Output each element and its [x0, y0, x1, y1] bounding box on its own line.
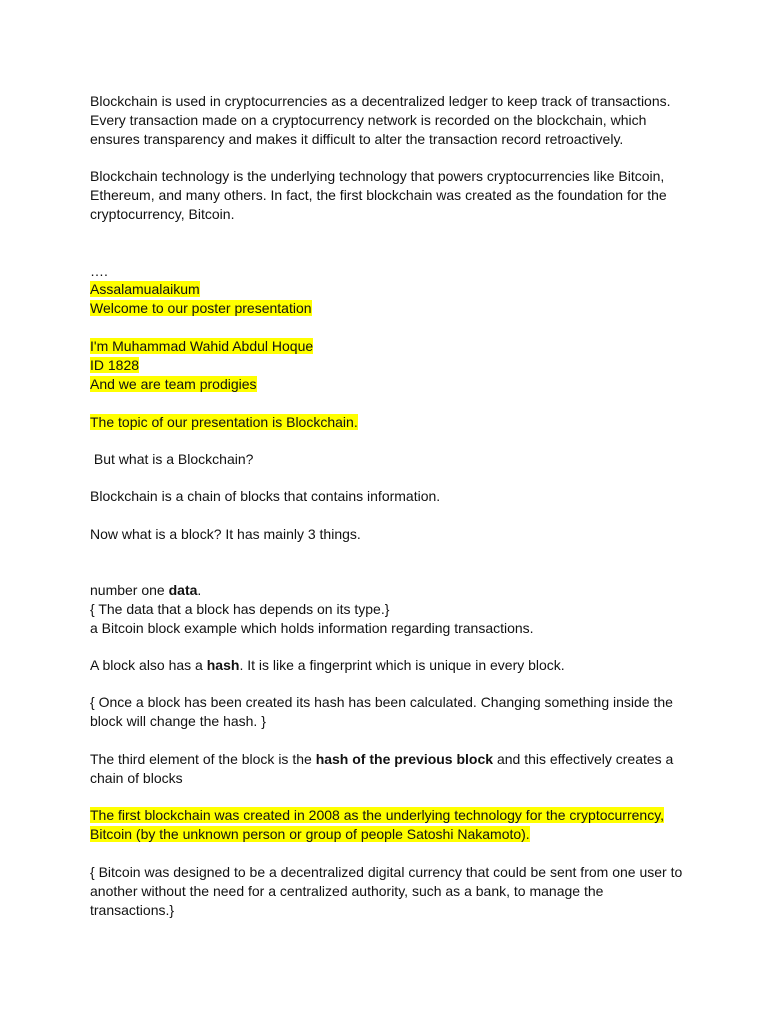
data-note: { The data that a block has depends on its type.}	[90, 601, 390, 617]
hash-line	[90, 656, 565, 675]
data-post: .	[197, 582, 202, 598]
welcome-text: Welcome to our poster presentation	[90, 300, 312, 316]
block-question: Now what is a block? It has mainly 3 things.	[90, 526, 361, 542]
hash-pre: A block also has a	[90, 657, 207, 673]
para2-line1: Blockchain technology is the underlying technology that powers cryptocurrencies like Bitcoin,	[90, 168, 665, 184]
data-line	[90, 581, 201, 600]
para1-line3: ensures transparency and makes it difficult to alter the transaction record retroactively.	[90, 131, 624, 147]
first-blockchain-line1	[90, 806, 664, 825]
intro-team-text: And we are team prodigies	[90, 376, 257, 392]
welcome	[90, 299, 312, 318]
data-bold: data	[168, 582, 198, 598]
third-post: and this effectively creates a	[493, 751, 674, 767]
first-blockchain-line2	[90, 825, 530, 844]
greeting	[90, 280, 200, 299]
third-bold: hash of the previous block	[315, 751, 494, 767]
definition: Blockchain is a chain of blocks that contains information.	[90, 488, 441, 504]
hash-post: . It is like a fingerprint which is unique in every block.	[239, 657, 565, 673]
intro-id	[90, 356, 139, 375]
third-element-line1	[90, 750, 673, 769]
hash-bold: hash	[206, 657, 240, 673]
para1-line1: Blockchain is used in cryptocurrencies as a decentralized ledger to keep track of transactions.	[90, 93, 671, 109]
bitcoin-note-line3: transactions.}	[90, 902, 175, 918]
intro-team	[90, 375, 257, 394]
ellipsis: ….	[90, 263, 108, 279]
intro-id-text: ID 1828	[90, 357, 140, 373]
hash-note-line1: { Once a block has been created its hash has been calculated. Changing something inside the	[90, 694, 673, 710]
bitcoin-note-line1: { Bitcoin was designed to be a decentralized digital currency that could be sent from one user to	[90, 864, 683, 880]
data-example: a Bitcoin block example which holds information regarding transactions.	[90, 620, 534, 636]
first-blockchain-text2: Bitcoin (by the unknown person or group of people Satoshi Nakamoto).	[90, 826, 530, 842]
data-pre: number one	[90, 582, 169, 598]
question: But what is a Blockchain?	[90, 451, 254, 467]
greeting-text: Assalamualaikum	[90, 281, 200, 297]
para2-line2: Ethereum, and many others. In fact, the first blockchain was created as the foundation for the	[90, 187, 667, 203]
intro-name-text: I'm Muhammad Wahid Abdul Hoque	[90, 338, 314, 354]
topic-text: The topic of our presentation is Blockchain.	[90, 414, 358, 430]
third-element-line2: chain of blocks	[90, 770, 183, 786]
bitcoin-note-line2: another without the need for a centralized authority, such as a bank, to manage the	[90, 883, 604, 899]
first-blockchain-text1: The first blockchain was created in 2008 as the underlying technology for the cryptocurrency,	[90, 807, 665, 823]
topic	[90, 413, 358, 432]
third-pre: The third element of the block is the	[90, 751, 316, 767]
intro-name	[90, 337, 313, 356]
para2-line3: cryptocurrency, Bitcoin.	[90, 206, 235, 222]
hash-note-line2: block will change the hash. }	[90, 713, 266, 729]
para1-line2: Every transaction made on a cryptocurrency network is recorded on the blockchain, which	[90, 112, 647, 128]
